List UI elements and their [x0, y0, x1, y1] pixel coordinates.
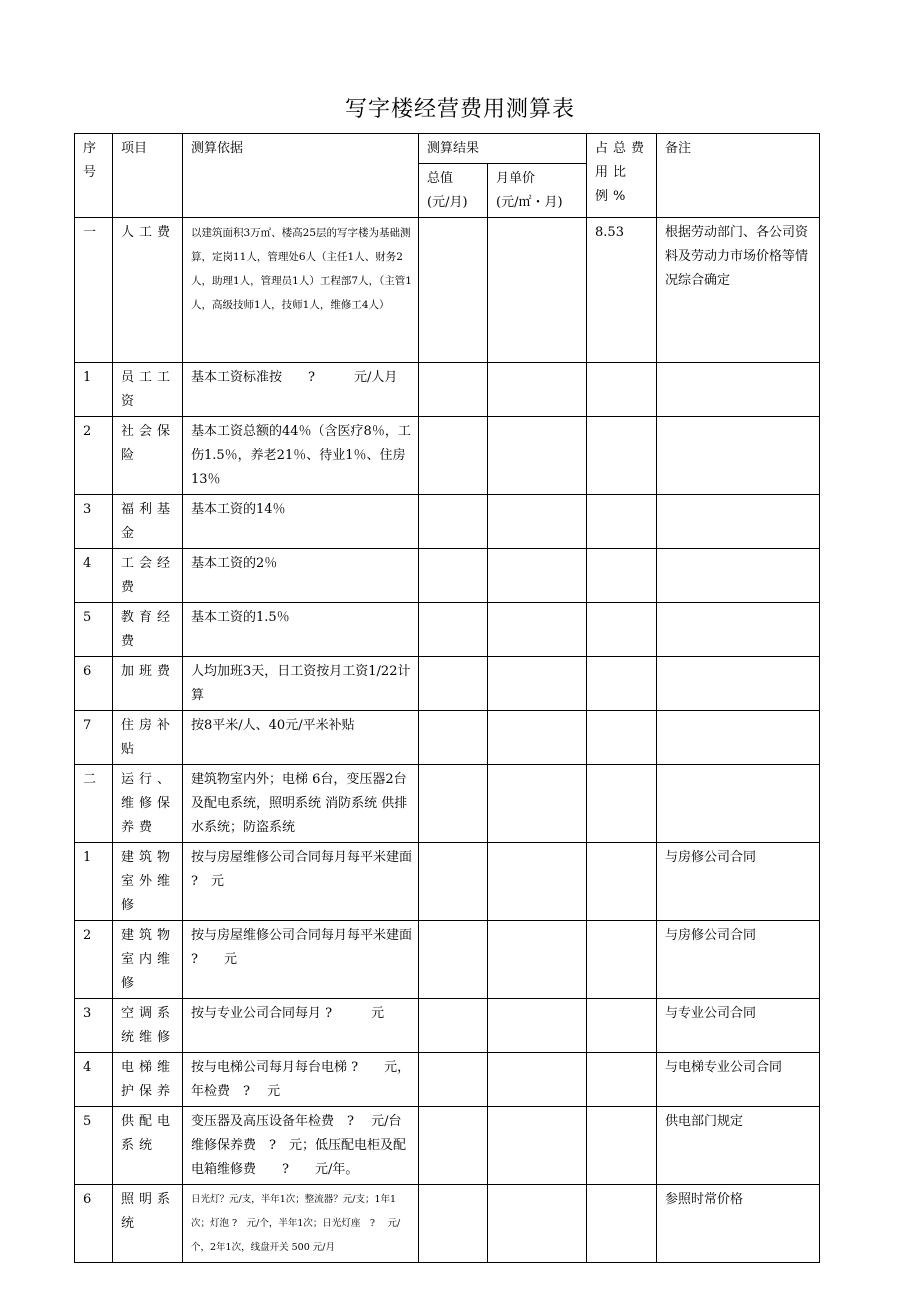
row-ratio: 8.53	[587, 218, 657, 363]
row-basis: 日光灯？元/支，半年1次；整流器？元/支；1年1次；灯泡 ? 元/个，半年1次；日光灯座 ? 元/个，2年1次，线盘开关 500 元/月	[183, 1185, 419, 1263]
row-item: 住房补贴	[113, 711, 183, 765]
row-basis: 基本工资总额的44％（含医疗8％，工伤1.5％，养老21％、待业1％、住房13％	[183, 417, 419, 495]
row-unit-price	[488, 495, 587, 549]
row-remark: 与专业公司合同	[657, 999, 820, 1053]
row-total	[419, 218, 488, 363]
row-item: 教育经费	[113, 603, 183, 657]
table-row	[75, 843, 820, 921]
row-basis: 按与房屋维修公司合同每月每平米建面 ? 元	[183, 921, 419, 999]
row-remark: 根据劳动部门、各公司资料及劳动力市场价格等情况综合确定	[657, 218, 820, 363]
table-row	[75, 603, 820, 657]
header-unit-price-label: 月单价	[496, 171, 536, 186]
row-ratio	[587, 765, 657, 843]
row-seq: 2	[75, 921, 113, 999]
row-unit-price	[488, 1053, 587, 1107]
row-basis: 基本工资标准按 ? 元/人月	[183, 363, 419, 417]
row-unit-price	[488, 765, 587, 843]
row-total	[419, 999, 488, 1053]
row-total	[419, 603, 488, 657]
row-remark	[657, 495, 820, 549]
row-item: 社会保险	[113, 417, 183, 495]
table-row	[75, 363, 820, 417]
row-item: 运行、维修保养费	[113, 765, 183, 843]
row-ratio	[587, 711, 657, 765]
row-basis: 基本工资的14％	[183, 495, 419, 549]
row-basis: 按8平米/人、40元/平米补贴	[183, 711, 419, 765]
row-item: 照明系统	[113, 1185, 183, 1263]
row-remark	[657, 765, 820, 843]
row-ratio	[587, 495, 657, 549]
row-remark: 参照时常价格	[657, 1185, 820, 1263]
row-unit-price	[488, 603, 587, 657]
table-row	[75, 549, 820, 603]
row-item: 员工工资	[113, 363, 183, 417]
row-basis: 人均加班3天，日工资按月工资1/22计算	[183, 657, 419, 711]
table-row	[75, 1053, 820, 1107]
row-total	[419, 363, 488, 417]
row-item: 电梯维护保养	[113, 1053, 183, 1107]
header-total-unit: (元/月)	[427, 195, 468, 210]
row-ratio	[587, 657, 657, 711]
row-remark: 供电部门规定	[657, 1107, 820, 1185]
row-seq: 6	[75, 657, 113, 711]
row-total	[419, 1053, 488, 1107]
row-seq: 5	[75, 1107, 113, 1185]
row-seq: 一	[75, 218, 113, 363]
row-total	[419, 711, 488, 765]
row-seq: 二	[75, 765, 113, 843]
row-remark	[657, 603, 820, 657]
row-remark: 与房修公司合同	[657, 921, 820, 999]
row-ratio	[587, 603, 657, 657]
row-ratio	[587, 1053, 657, 1107]
header-basis: 测算依据	[183, 134, 419, 218]
row-unit-price	[488, 1185, 587, 1263]
row-item: 加班费	[113, 657, 183, 711]
row-basis: 以建筑面积3万㎡、楼高25层的写字楼为基础测算，定岗11人，管理处6人（主任1人、财务2人，助理1人，管理员1人）工程部7人，（主管1人，高级技师1人，技师1人，维修工4人）	[183, 218, 419, 363]
row-basis: 按与电梯公司每月每台电梯 ? 元，年检费 ? 元	[183, 1053, 419, 1107]
row-total	[419, 495, 488, 549]
row-remark	[657, 363, 820, 417]
row-item: 建筑物室外维修	[113, 843, 183, 921]
row-basis: 按与房屋维修公司合同每月每平米建面 ? 元	[183, 843, 419, 921]
table-row	[75, 1107, 820, 1185]
header-unit-price-unit: (元/㎡・月)	[496, 195, 563, 210]
table-row	[75, 1185, 820, 1263]
row-unit-price	[488, 711, 587, 765]
table-row	[75, 417, 820, 495]
row-remark	[657, 417, 820, 495]
table-row	[75, 999, 820, 1053]
row-ratio	[587, 417, 657, 495]
table-row	[75, 657, 820, 711]
header-result: 测算结果	[419, 134, 587, 164]
row-item: 福利基金	[113, 495, 183, 549]
row-basis: 基本工资的2％	[183, 549, 419, 603]
row-unit-price	[488, 417, 587, 495]
row-seq: 2	[75, 417, 113, 495]
row-remark: 与房修公司合同	[657, 843, 820, 921]
row-seq: 4	[75, 1053, 113, 1107]
row-remark	[657, 711, 820, 765]
row-item: 建筑物室内维修	[113, 921, 183, 999]
row-seq: 3	[75, 495, 113, 549]
row-item: 空调系统维修	[113, 999, 183, 1053]
row-unit-price	[488, 921, 587, 999]
header-remark: 备注	[657, 134, 820, 218]
header-seq: 序号	[75, 134, 113, 218]
row-total	[419, 1107, 488, 1185]
row-seq: 1	[75, 363, 113, 417]
row-ratio	[587, 363, 657, 417]
header-unit-price	[488, 164, 587, 218]
row-seq: 5	[75, 603, 113, 657]
row-basis: 变压器及高压设备年检费 ? 元/台维修保养费 ? 元；低压配电柜及配电箱维修费 ? 元/年。	[183, 1107, 419, 1185]
row-remark	[657, 549, 820, 603]
table-row	[75, 495, 820, 549]
row-basis: 基本工资的1.5％	[183, 603, 419, 657]
row-ratio	[587, 843, 657, 921]
table-row	[75, 921, 820, 999]
row-ratio	[587, 999, 657, 1053]
row-unit-price	[488, 549, 587, 603]
row-remark	[657, 657, 820, 711]
row-item: 供配电系统	[113, 1107, 183, 1185]
row-unit-price	[488, 999, 587, 1053]
row-basis: 建筑物室内外；电梯 6台，变压器2台及配电系统，照明系统 消防系统 供排水系统；防盗系统	[183, 765, 419, 843]
row-remark: 与电梯专业公司合同	[657, 1053, 820, 1107]
row-seq: 6	[75, 1185, 113, 1263]
row-item: 工会经费	[113, 549, 183, 603]
page-title: 写字楼经营费用测算表	[344, 97, 575, 122]
row-total	[419, 549, 488, 603]
row-ratio	[587, 549, 657, 603]
row-total	[419, 765, 488, 843]
header-total-label: 总值	[427, 171, 454, 186]
cost-table	[74, 133, 820, 1263]
row-seq: 3	[75, 999, 113, 1053]
row-total	[419, 657, 488, 711]
row-seq: 7	[75, 711, 113, 765]
row-unit-price	[488, 1107, 587, 1185]
row-unit-price	[488, 218, 587, 363]
row-item: 人工费	[113, 218, 183, 363]
row-ratio	[587, 921, 657, 999]
row-ratio	[587, 1107, 657, 1185]
row-seq: 4	[75, 549, 113, 603]
row-unit-price	[488, 363, 587, 417]
table-row	[75, 218, 820, 363]
header-item: 项目	[113, 134, 183, 218]
header-ratio: 占总费用比例%	[587, 134, 657, 218]
row-seq: 1	[75, 843, 113, 921]
header-total	[419, 164, 488, 218]
row-total	[419, 921, 488, 999]
row-total	[419, 1185, 488, 1263]
table-row	[75, 765, 820, 843]
row-unit-price	[488, 843, 587, 921]
row-total	[419, 417, 488, 495]
row-unit-price	[488, 657, 587, 711]
row-basis: 按与专业公司合同每月 ? 元	[183, 999, 419, 1053]
row-ratio	[587, 1185, 657, 1263]
table-row	[75, 711, 820, 765]
